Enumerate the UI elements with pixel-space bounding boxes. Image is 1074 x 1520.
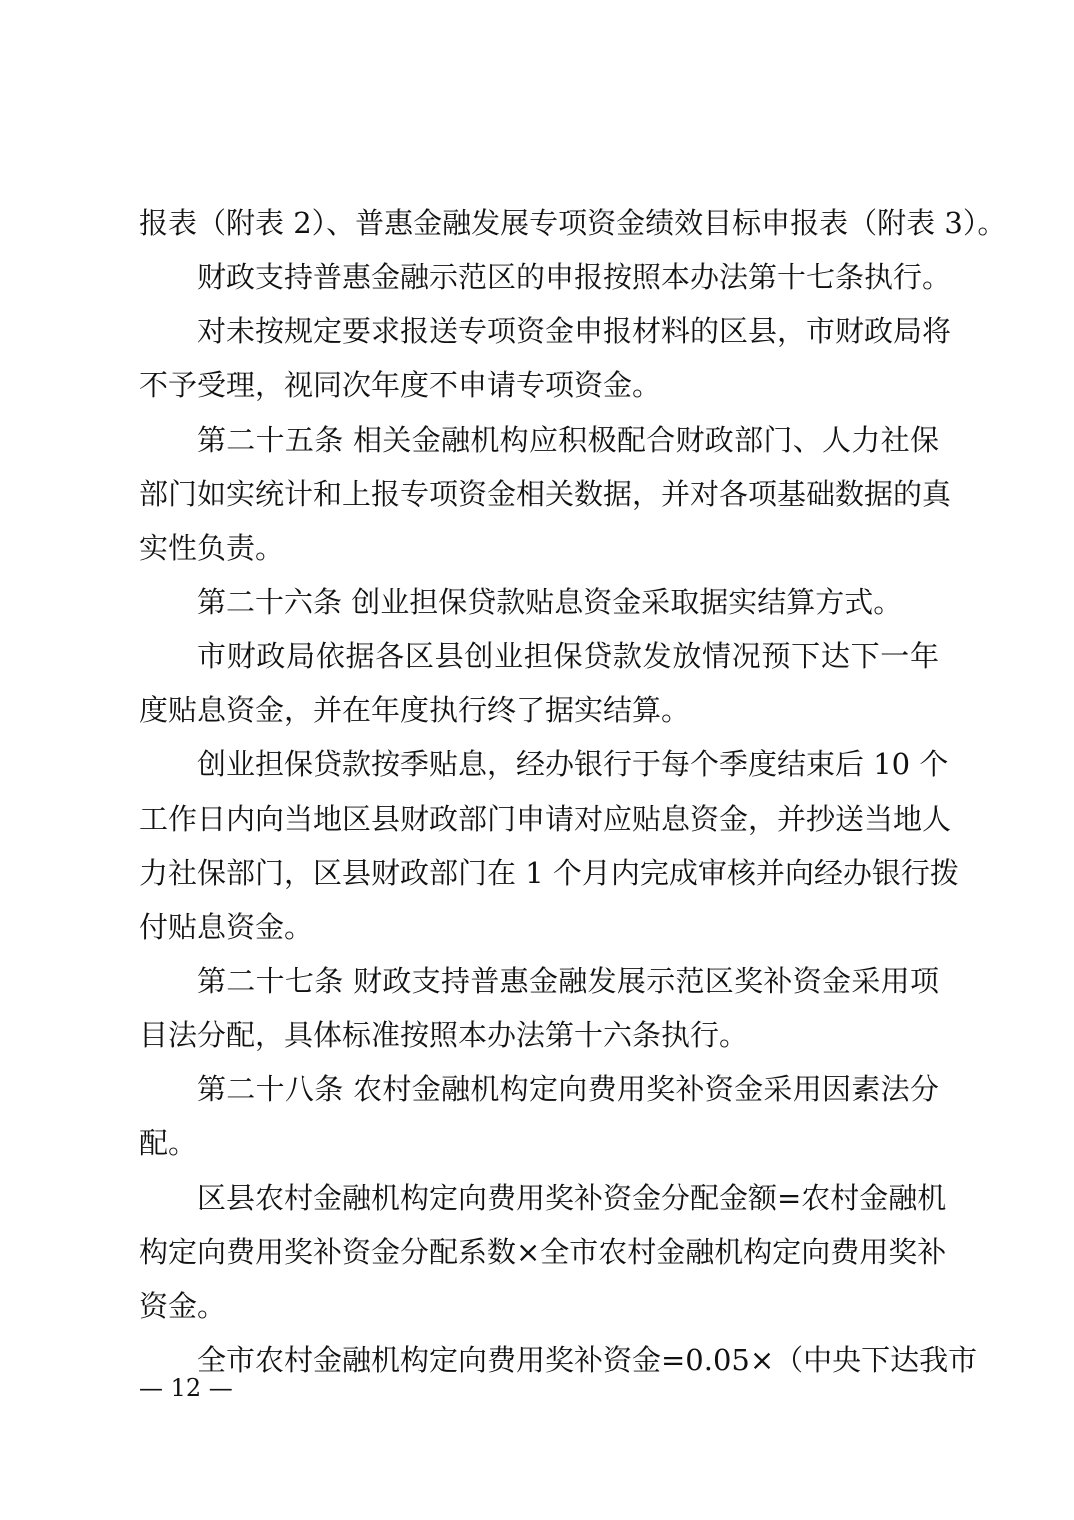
text-line: 创业担保贷款按季贴息，经办银行于每个季度结束后 10 个: [197, 747, 949, 782]
text-line: 对未按规定要求报送专项资金申报材料的区县，市财政局将: [197, 314, 952, 349]
text-line: 构定向费用奖补资金分配系数×全市农村金融机构定向费用奖补: [139, 1234, 947, 1269]
text-line: 全市农村金融机构定向费用奖补资金=0.05×（中央下达我市: [197, 1342, 978, 1377]
text-line: 市财政局依据各区县创业担保贷款发放情况预下达下一年: [197, 639, 939, 674]
text-line: 第二十五条 相关金融机构应积极配合财政部门、人力社保: [197, 422, 939, 457]
text-line: 资金。: [139, 1288, 227, 1323]
text-line: 配。: [139, 1126, 198, 1161]
text-line: 不予受理，视同次年度不申请专项资金。: [139, 368, 662, 403]
text-line: 力社保部门，区县财政部门在 1 个月内完成审核并向经办银行拨: [139, 855, 959, 890]
text-line: 第二十八条 农村金融机构定向费用奖补资金采用因素法分: [197, 1072, 939, 1107]
text-line: 度贴息资金，并在年度执行终了据实结算。: [139, 693, 691, 728]
text-line: 部门如实统计和上报专项资金相关数据，并对各项基础数据的真: [139, 476, 952, 511]
page-number: — 12 —: [139, 1374, 233, 1402]
text-line: 财政支持普惠金融示范区的申报按照本办法第十七条执行。: [197, 260, 952, 295]
text-line: 付贴息资金。: [139, 909, 314, 944]
text-line: 区县农村金融机构定向费用奖补资金分配金额=农村金融机: [197, 1180, 947, 1215]
document-body: [139, 196, 1007, 1387]
text-line: 实性负责。: [139, 530, 285, 565]
text-line: 第二十六条 创业担保贷款贴息资金采取据实结算方式。: [197, 584, 903, 619]
text-line: 报表（附表 2）、普惠金融发展专项资金绩效目标申报表（附表 3）。: [139, 206, 1007, 240]
text-line: 第二十七条 财政支持普惠金融发展示范区奖补资金采用项: [197, 963, 939, 998]
text-line: 目法分配，具体标准按照本办法第十六条执行。: [139, 1018, 749, 1053]
text-line: 工作日内向当地区县财政部门申请对应贴息资金，并抄送当地人: [139, 801, 952, 836]
